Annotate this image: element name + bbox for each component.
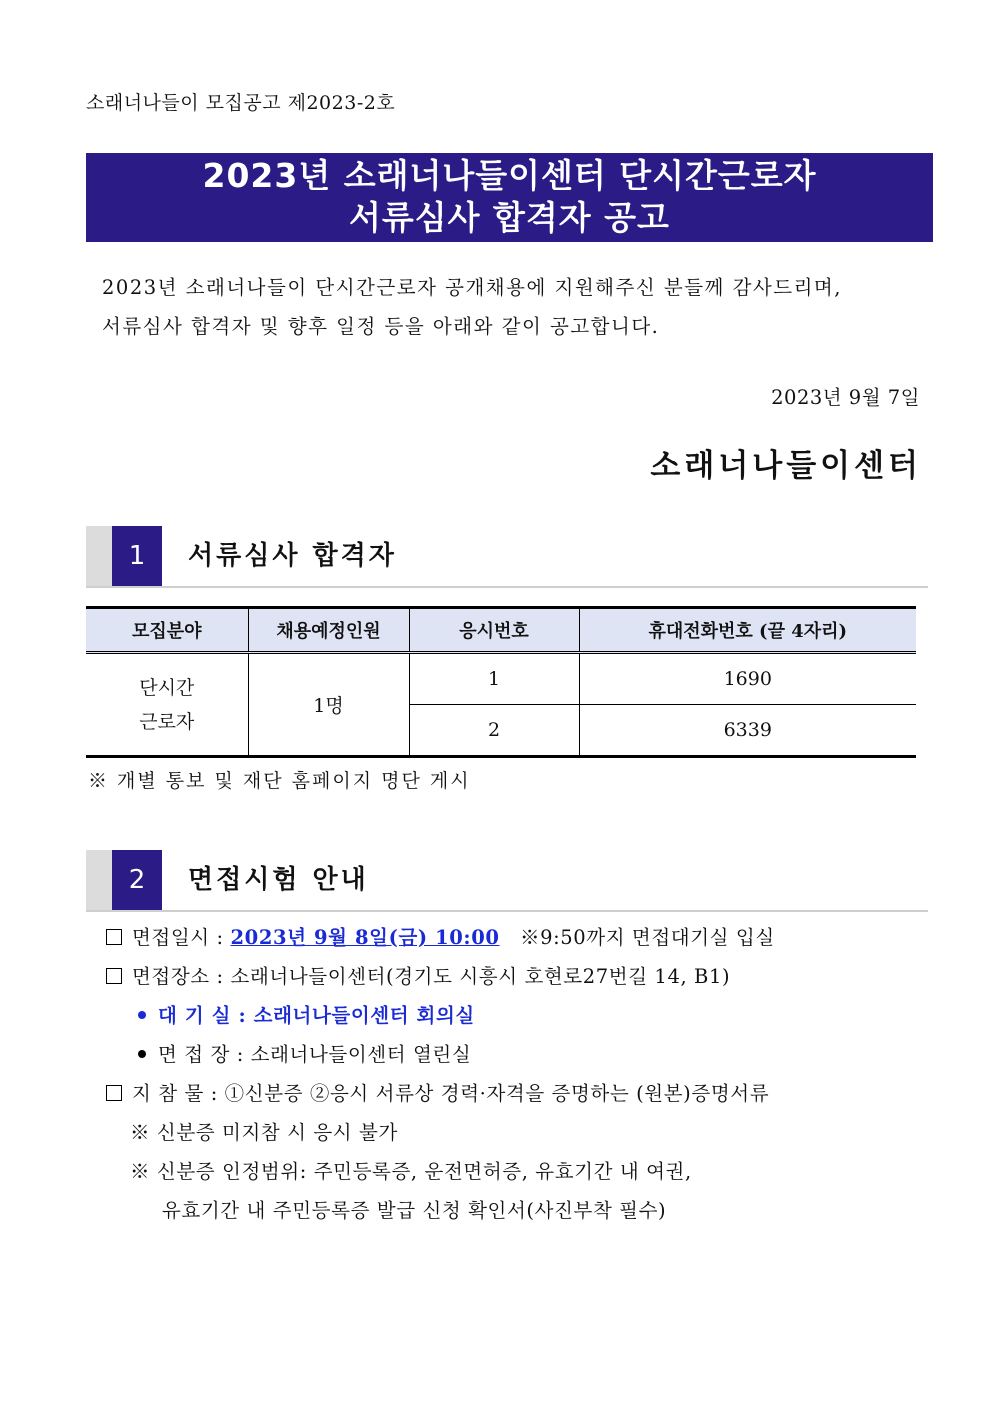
section-1-header <box>86 526 928 588</box>
applicant-no-cell: 2 <box>409 705 579 757</box>
table-header-row <box>86 608 916 653</box>
notice-date: 2023년 9월 7일 <box>771 386 920 409</box>
items-text: 지 참 물 : ①신분증 ②응시 서류상 경력·자격을 증명하는 (원본)증명서류 <box>132 1082 770 1105</box>
interview-place <box>106 961 730 989</box>
id-note-1: ※ 신분증 미지참 시 응시 불가 <box>130 1121 398 1144</box>
interview-datetime <box>106 922 775 950</box>
section-number: 1 <box>112 526 162 586</box>
applicant-no-cell: 1 <box>409 653 579 705</box>
bullet-icon <box>138 1050 146 1058</box>
id-note-2: ※ 신분증 인정범위: 주민등록증, 운전면허증, 유효기간 내 여권, <box>130 1160 692 1183</box>
section-2-header <box>86 850 928 912</box>
section-shade <box>86 526 112 586</box>
checkbox-square-icon <box>106 929 122 945</box>
header-phone: 휴대전화번호 (끝 4자리) <box>579 608 916 653</box>
section-shade <box>86 850 112 910</box>
section-number: 2 <box>112 850 162 910</box>
header-headcount: 채용예정인원 <box>248 608 409 653</box>
phone-cell: 6339 <box>579 705 916 757</box>
header-field: 모집분야 <box>86 608 248 653</box>
field-line-1: 단시간 <box>139 676 195 699</box>
intro-paragraph <box>102 268 932 346</box>
phone-cell: 1690 <box>579 653 916 705</box>
intro-line-2: 서류심사 합격자 및 향후 일정 등을 아래와 같이 공고합니다. <box>102 315 660 338</box>
datetime-note: ※9:50까지 면접대기실 입실 <box>519 926 775 949</box>
datetime-link[interactable]: 2023년 9월 8일(금) 10:00 <box>230 926 500 949</box>
table-note: ※ 개별 통보 및 재단 홈페이지 명단 게시 <box>88 770 471 792</box>
notice-number: 소래너나들이 모집공고 제2023-2호 <box>86 92 396 114</box>
section-title: 서류심사 합격자 <box>188 541 397 571</box>
table-row <box>86 653 916 705</box>
id-note-2-continued: 유효기간 내 주민등록증 발급 신청 확인서(사진부착 필수) <box>162 1199 667 1222</box>
checkbox-square-icon <box>106 1085 122 1101</box>
results-table <box>86 606 916 758</box>
organization-name: 소래너나들이센터 <box>650 448 922 484</box>
intro-line-1: 2023년 소래너나들이 단시간근로자 공개채용에 지원해주신 분들께 감사드리며, <box>102 276 842 299</box>
headcount-cell: 1명 <box>248 653 409 757</box>
title-banner <box>86 153 933 242</box>
field-line-2: 근로자 <box>139 710 195 733</box>
section-title: 면접시험 안내 <box>188 865 369 895</box>
required-items <box>106 1078 769 1106</box>
interview-room-text: 면 접 장 : 소래너나들이센터 열린실 <box>158 1043 472 1066</box>
title-line-2: 서류심사 합격자 공고 <box>349 198 670 237</box>
interview-room <box>138 1039 471 1067</box>
waiting-room <box>138 1000 475 1028</box>
waiting-room-text: 대 기 실 : 소래너나들이센터 회의실 <box>158 1004 475 1027</box>
title-line-1: 2023년 소래너나들이센터 단시간근로자 <box>202 156 817 195</box>
datetime-label: 면접일시 : <box>132 926 231 949</box>
header-applicant-no: 응시번호 <box>409 608 579 653</box>
place-text: 면접장소 : 소래너나들이센터(경기도 시흥시 호현로27번길 14, B1) <box>132 965 731 988</box>
field-cell <box>86 653 248 757</box>
checkbox-square-icon <box>106 968 122 984</box>
bullet-icon <box>138 1011 146 1019</box>
